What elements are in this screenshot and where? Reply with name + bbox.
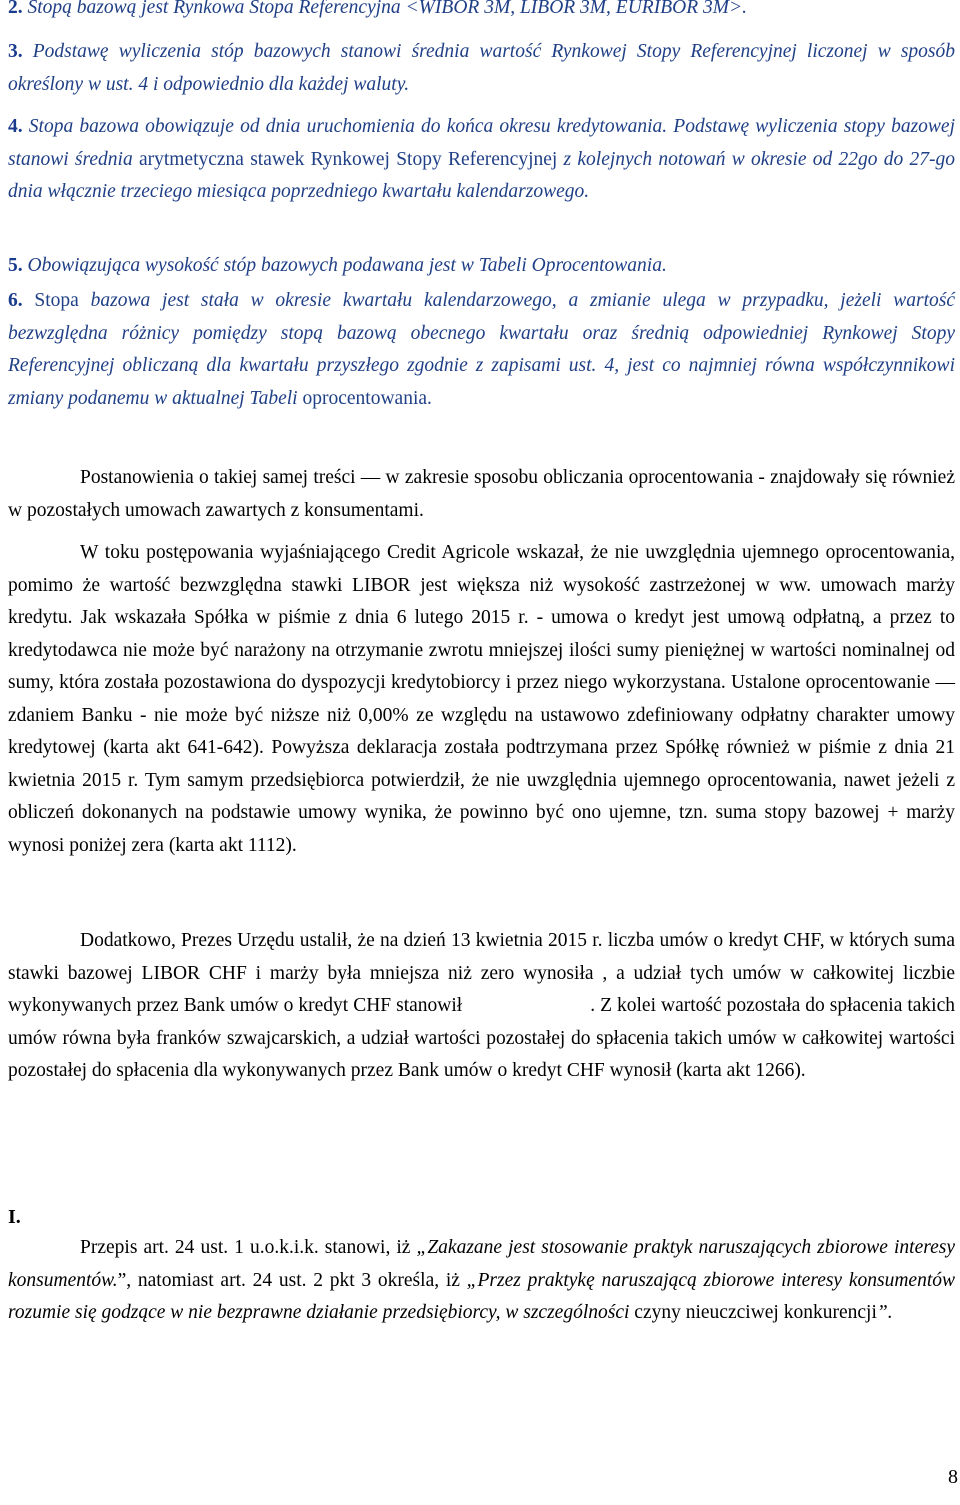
item-3-number: 3.: [8, 41, 23, 62]
paragraph-4-quote-a: „Zakazane jest stosowanie praktyk naruszających zbiorowe interesy konsumentów.: [8, 1237, 955, 1291]
paragraph-1: Postanowienia o takiej samej treści ― w zakresie sposobu obliczania oprocentowania - znajdowały się również w pozostałych umowach zawartych z konsumentami.: [8, 467, 955, 521]
paragraph-4: [8, 1232, 955, 1330]
item-4-text-a: Stopa bazowa obowiązuje od dnia uruchomienia do końca okresu kredytowania. Podstawę wyliczenia stopy bazowej stanowi średnia: [8, 116, 955, 170]
item-6-text-plain-b: oprocentowania.: [297, 387, 432, 409]
item-2: [8, 0, 955, 25]
paragraph-3-text-a: Dodatkowo, Prezes Urzędu ustalił, że na dzień 13 kwietnia 2015 r. liczba umów o kredyt CHF, w których suma stawki bazowej LIBOR CHF i marży była mniejsza niż zero wynosiła , a udział tych umów w całkowitej liczbie wykonywanych przez Bank umów o kredyt CHF stanowił: [8, 930, 955, 1016]
item-6-number: 6.: [8, 290, 23, 311]
paragraph-4-quote-b: „Przez praktykę naruszającą zbiorowe interesy konsumentów rozumie się godzące w nie bezprawne działanie przedsiębiorcy, w szczególności: [8, 1269, 955, 1323]
item-4-number: 4.: [8, 116, 23, 137]
item-2-number: 2.: [8, 0, 23, 18]
paragraph-4-plain-b: ”, natomiast art. 24 ust. 2 pkt 3 określa, iż: [117, 1269, 467, 1291]
section-heading: I.: [8, 1206, 21, 1228]
item-4-text-b: z kolejnych notowań w okresie od 22go do 27-go dnia włącznie trzeciego miesiąca poprzedniego kwartału kalendarzowego.: [8, 148, 955, 202]
item-4-text-plain: arytmetyczna stawek Rynkowej Stopy Referencyjnej: [132, 148, 564, 170]
item-3: [8, 36, 955, 101]
item-5-text: Obowiązująca wysokość stóp bazowych podawana jest w Tabeli Oprocentowania.: [27, 255, 667, 276]
paragraph-4-plain-c: czyny nieuczciwej konkurencji: [629, 1302, 877, 1323]
paragraph-4-plain-a: Przepis art. 24 ust. 1 u.o.k.i.k. stanowi, iż: [80, 1237, 417, 1258]
item-6: [8, 285, 955, 415]
item-2-text: Stopą bazową jest Rynkowa Stopa Referencyjna <WIBOR 3M, LIBOR 3M, EURIBOR 3M>.: [27, 0, 748, 18]
item-6-text-italic: bazowa jest stała w okresie kwartału kalendarzowego, a zmianie ulega w przypadku, jeżeli wartość bezwzględna różnicy pomiędzy stopą bazową obecnego kwartału oraz średnią odpowiedniej Rynkowej Stopy Referencyjnej obliczaną dla kwartału przyszłego zgodnie z zapisami ust. 4, jest co najmniej równa współczynnikowi zmiany podanemu w aktualnej Tabeli: [8, 290, 955, 409]
item-4: [8, 111, 955, 209]
page-number: 8: [948, 1466, 958, 1488]
paragraph-2: W toku postępowania wyjaśniającego Credit Agricole wskazał, że nie uwzględnia ujemnego oprocentowania, pomimo że wartość bezwzględna stawki LIBOR jest większa niż wysokość zastrzeżonej w ww. umowach marży kredytu. Jak wskazała Spółka w piśmie z dnia 6 lutego 2015 r. - umowa o kredyt jest umową odpłatną, a przez to kredytodawca nie może być narażony na otrzymanie zwrotu mniejszej ilości sumy pieniężnej w wartości nominalnej od sumy, która została pozostawiona do dyspozycji kredytobiorcy i przez niego wykorzystana. Ustalone oprocentowanie ― zdaniem Banku - nie może być niższe niż 0,00% ze względu na ustawowo zdefiniowany odpłatny charakter umowy kredytowej (karta akt 641-642). Powyższa deklaracja została podtrzymana przez Spółkę również w piśmie z dnia 21 kwietnia 2015 r. Tym samym przedsiębiorca potwierdził, że nie uwzględnia ujemnego oprocentowania, nawet jeżeli z obliczeń dokonanych na podstawie umowy wynika, że powinno być ono ujemne, tzn. suma stopy bazowej + marży wynosi poniżej zera (karta akt 1112).: [8, 542, 955, 856]
item-5-number: 5.: [8, 255, 23, 276]
item-3-text: Podstawę wyliczenia stóp bazowych stanowi średnia wartość Rynkowej Stopy Referencyjnej liczonej w sposób określony w ust. 4 i odpowiednio dla każdej waluty.: [8, 41, 955, 95]
paragraph-4-quote-end: ”.: [876, 1302, 893, 1323]
item-6-text-plain-a: Stopa: [22, 290, 91, 311]
paragraph-3-text-b: . Z kolei wartość pozostała do spłacenia takich umów równa była franków szwajcarskich, a udział wartości pozostałej do spłacenia takich umów w całkowitej wartości pozostałej do spłacenia dla wykonywanych przez Bank umów o kredyt CHF wynosił (karta akt 1266).: [8, 995, 955, 1081]
item-5: [8, 250, 955, 283]
paragraph-3: [8, 925, 955, 1088]
